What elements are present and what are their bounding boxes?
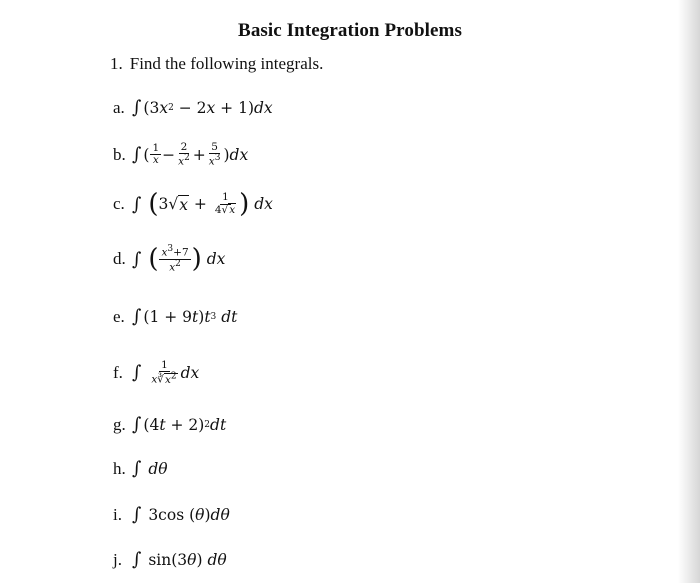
page-edge-shadow xyxy=(678,0,700,583)
problem-d xyxy=(113,245,225,273)
problem-expression: ∫ (4 t + 2) 2 dt xyxy=(132,414,227,435)
instruction-text: Find the following integrals. xyxy=(129,54,324,73)
problem-label: g. xyxy=(113,414,126,434)
problem-expression: ∫ dθ xyxy=(132,458,168,479)
problem-c xyxy=(113,191,273,217)
problem-expression: ∫ ( $\frac{x^3+7}{x^2}$ ) dx xyxy=(132,244,226,275)
problem-expression: ∫ 3cos ( θ ) dθ xyxy=(132,504,230,525)
problem-i xyxy=(113,504,230,525)
question-number: 1. xyxy=(110,54,123,73)
problem-f xyxy=(113,360,199,386)
problem-expression: ∫ (1 + 9 t ) t 3 dt xyxy=(132,306,238,327)
problem-j xyxy=(113,549,227,570)
problem-label: i. xyxy=(113,504,122,524)
problem-h xyxy=(113,458,168,479)
problem-label: d. xyxy=(113,249,126,269)
problem-label: c. xyxy=(113,194,125,213)
problem-expression: ∫ (3 x 2 − 2 x + 1) dx xyxy=(132,97,273,118)
instruction xyxy=(110,54,323,74)
problem-label: j. xyxy=(113,549,122,569)
problem-expression: ∫ sin(3 θ ) dθ xyxy=(132,549,227,570)
problem-label: a. xyxy=(113,97,125,117)
problem-label: f. xyxy=(113,362,123,382)
problem-label: h. xyxy=(113,458,126,478)
page-title: Basic Integration Problems xyxy=(238,20,462,41)
problem-expression: ∫ $\frac{1}{x∛x^2}$ dx xyxy=(132,359,200,386)
problem-b xyxy=(113,142,248,168)
problem-label: e. xyxy=(113,306,125,326)
problem-label: b. xyxy=(113,144,126,164)
problem-expression: ∫ ( 3√ x + $\frac{1}{4√x}$ ) dx xyxy=(132,189,273,219)
problem-a xyxy=(113,97,273,118)
problem-e xyxy=(113,306,237,327)
problem-g xyxy=(113,414,226,435)
problem-expression: ∫ ( $\frac{1}{x}$ − $\frac{2}{x^2}$ + $\frac{5}{x^3}$ ) dx xyxy=(132,141,249,168)
